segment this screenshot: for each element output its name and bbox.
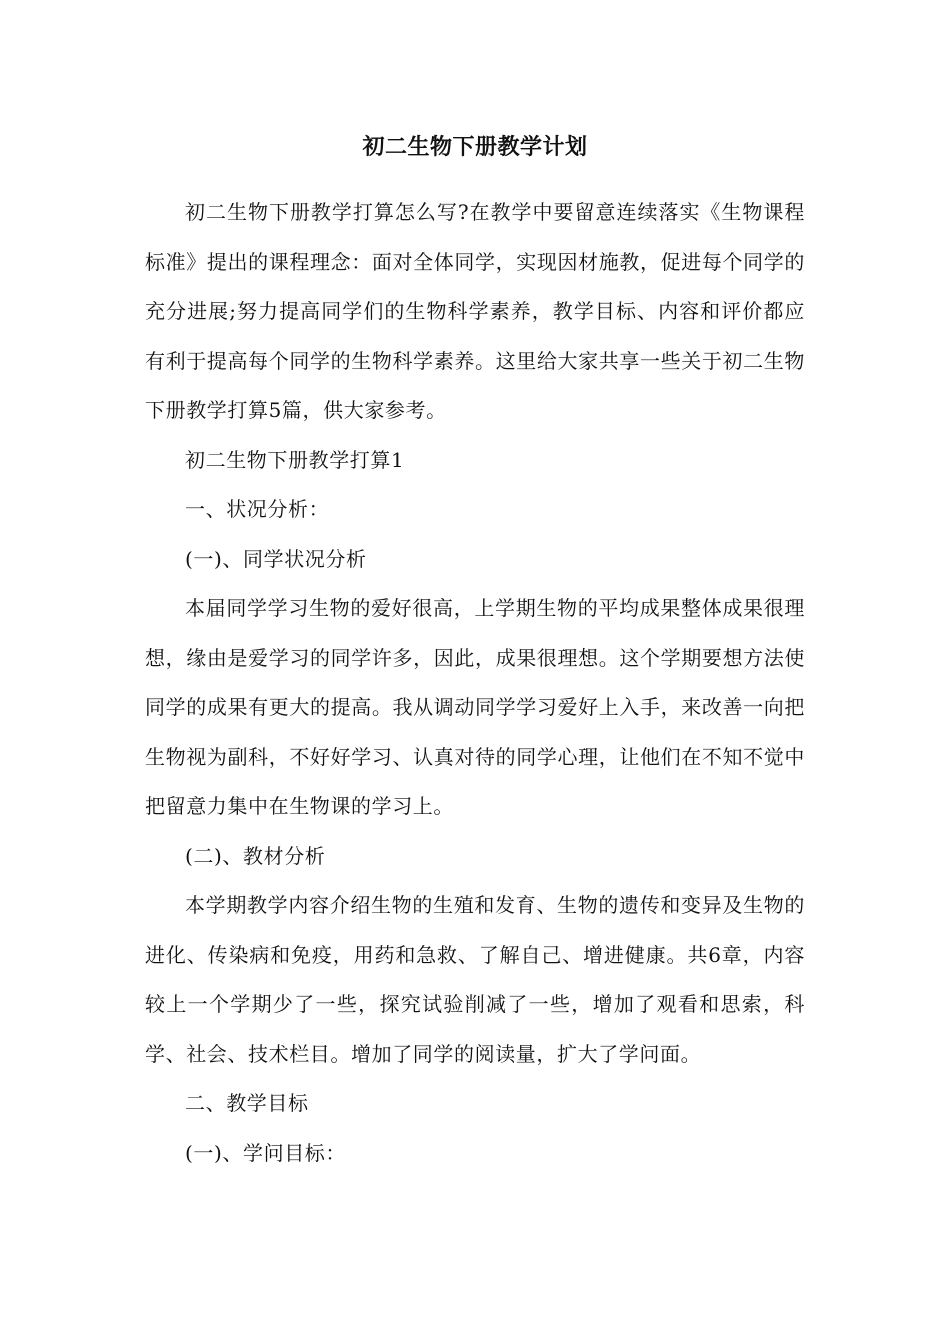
subheading-textbook-analysis: (二)、教材分析 [185, 843, 326, 868]
section-heading-plan-1: 初二生物下册教学打算1 [185, 447, 405, 472]
student-analysis-paragraph: 本届同学学习生物的爱好很高，上学期生物的平均成果整体成果很理想，缘由是爱学习的同学许多，因此，成果很理想。这个学期要想方法使同学的成果有更大的提高。我从调动同学学习爱好上入手，来改善一向把生物视为副科，不好好学习、认真对待的同学心理，让他们在不知不觉中把留意力集中在生物课的学习上。 [145, 596, 805, 818]
section-heading-situation-analysis: 一、状况分析： [185, 497, 330, 521]
section-heading-teaching-goals: 二、教学目标 [185, 1091, 309, 1115]
document-title: 初二生物下册教学计划 [362, 134, 588, 160]
subheading-student-analysis: (一)、同学状况分析 [185, 546, 367, 571]
intro-paragraph: 初二生物下册教学打算怎么写?在教学中要留意连续落实《生物课程标准》提出的课程理念：面对全体同学，实现因材施教，促进每个同学的充分进展;努力提高同学们的生物科学素养，教学目标、内容和评价都应有利于提高每个同学的生物科学素养。这里给大家共享一些关于初二生物下册教学打算5篇，供大家参考。 [145, 200, 805, 422]
subheading-knowledge-goals: (一)、学问目标： [185, 1140, 347, 1165]
textbook-analysis-paragraph: 本学期教学内容介绍生物的生殖和发育、生物的遗传和变异及生物的进化、传染病和免疫，用药和急救、了解自己、增进健康。共6章，内容较上一个学期少了一些，探究试验削减了一些，增加了观看和思索，科学、社会、技术栏目。增加了同学的阅读量，扩大了学问面。 [145, 893, 805, 1066]
